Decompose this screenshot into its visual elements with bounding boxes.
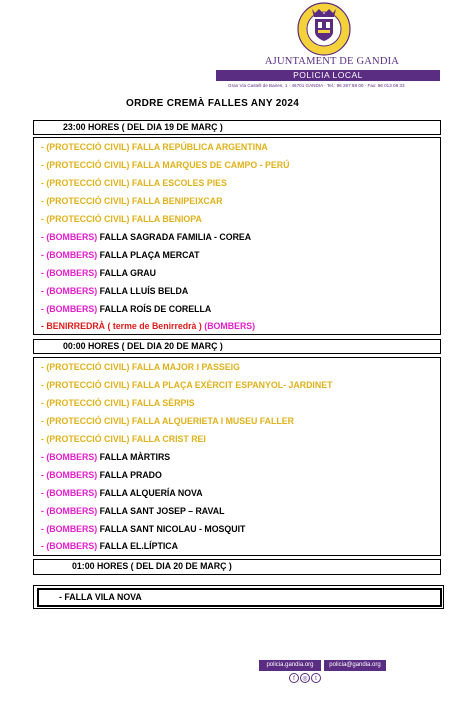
- website-link[interactable]: policia.gandia.org: [259, 660, 321, 671]
- section-header: 01:00 HORES ( DEL DIA 20 DE MARÇ ): [72, 561, 232, 571]
- section-header: 00:00 HORES ( DEL DIA 20 DE MARÇ ): [63, 341, 223, 351]
- list-item: - (BOMBERS) FALLA MÀRTIRS: [41, 452, 171, 462]
- list-item: - (PROTECCIÓ CIVIL) FALLA MAJOR I PASSEIG: [41, 362, 240, 372]
- list-item: - (PROTECCIÓ CIVIL) FALLA REPÚBLICA ARGENTINA: [41, 142, 268, 152]
- department-banner: POLICIA LOCAL: [216, 70, 440, 81]
- list-item: - (PROTECCIÓ CIVIL) FALLA CRIST REI: [41, 434, 206, 444]
- document-title: ORDRE CREMÀ FALLES ANY 2024: [126, 98, 300, 109]
- instagram-icon[interactable]: ◎: [300, 673, 310, 683]
- list-item: - (PROTECCIÓ CIVIL) FALLA ESCOLES PIES: [41, 178, 227, 188]
- list-item: - (BOMBERS) FALLA ALQUERÍA NOVA: [41, 488, 203, 498]
- section-list: [33, 357, 441, 556]
- twitter-icon[interactable]: t: [311, 673, 321, 683]
- section-header-box: [33, 559, 441, 575]
- list-item: - (PROTECCIÓ CIVIL) FALLA SÈRPIS: [41, 398, 195, 408]
- email-link[interactable]: policia@gandia.org: [324, 660, 386, 671]
- list-item: - BENIRREDRÀ ( terme de Benirredrà ) (BOMBERS): [41, 321, 256, 331]
- address-line: Gran Via Castell de Bairen, 1 · 46701 GANDIA · Tel.: 96 287 88 00 · Fax: 96 013 08 33: [228, 83, 405, 88]
- list-item: - (PROTECCIÓ CIVIL) FALLA BENIPEIXCAR: [41, 196, 223, 206]
- org-name: AJUNTAMENT DE GANDIA: [264, 56, 400, 67]
- list-item: - (BOMBERS) FALLA LLUÍS BELDA: [41, 286, 189, 296]
- list-item: - (BOMBERS) FALLA SANT NICOLAU - MOSQUIT: [41, 524, 246, 534]
- list-item: - (BOMBERS) FALLA PLAÇA MERCAT: [41, 250, 200, 260]
- section-header-box: [33, 120, 441, 135]
- police-shield-icon: [290, 2, 358, 58]
- list-item: - (PROTECCIÓ CIVIL) FALLA BENIOPA: [41, 214, 202, 224]
- section-header-box: [33, 339, 441, 354]
- list-item: - (PROTECCIÓ CIVIL) FALLA PLAÇA EXÈRCIT ESPANYOL- JARDINET: [41, 380, 333, 390]
- list-item-box: [37, 588, 442, 607]
- section-list: [33, 137, 441, 335]
- list-item: - (PROTECCIÓ CIVIL) FALLA MARQUES DE CAMPO - PERÚ: [41, 160, 290, 170]
- list-item: - (BOMBERS) FALLA SANT JOSEP – RAVAL: [41, 506, 225, 516]
- list-item: - (BOMBERS) FALLA EL.LÍPTICA: [41, 541, 178, 551]
- list-item: - (BOMBERS) FALLA SAGRADA FAMILIA - COREA: [41, 232, 252, 242]
- section-header: 23:00 HORES ( DEL DIA 19 DE MARÇ ): [63, 122, 223, 132]
- list-item: - (PROTECCIÓ CIVIL) FALLA ALQUERIETA I MUSEU FALLER: [41, 416, 294, 426]
- list-item: - (BOMBERS) FALLA ROÍS DE CORELLA: [41, 304, 212, 314]
- list-item: - (BOMBERS) FALLA PRADO: [41, 470, 162, 480]
- list-item: - (BOMBERS) FALLA GRAU: [41, 268, 157, 278]
- facebook-icon[interactable]: f: [289, 673, 299, 683]
- list-item: - FALLA VILA NOVA: [59, 592, 142, 602]
